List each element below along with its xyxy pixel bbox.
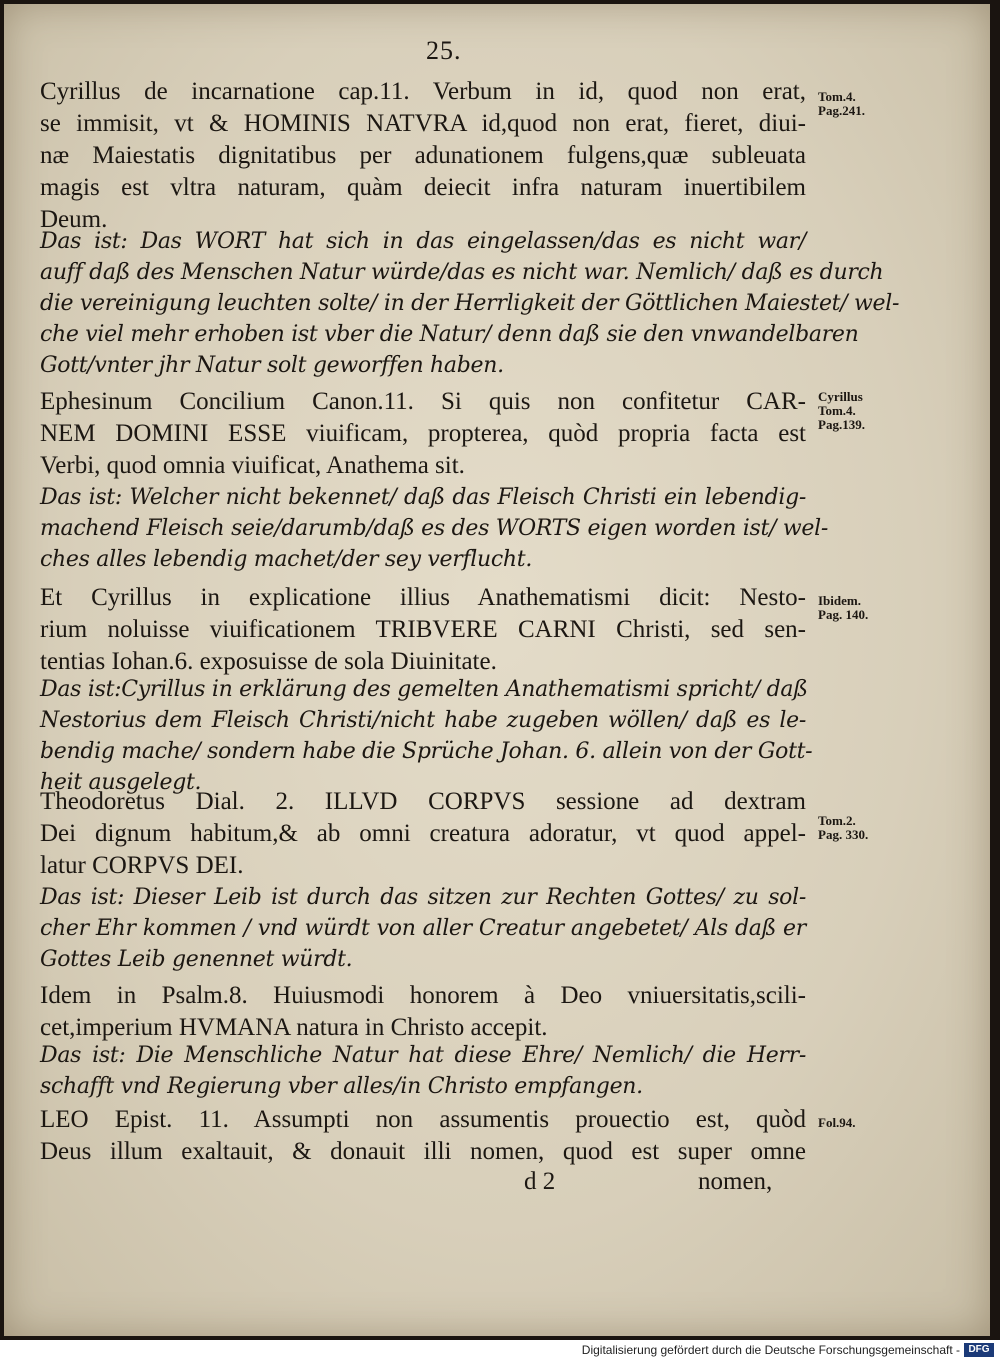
german-paragraph bbox=[40, 482, 828, 575]
text-line: Dei dignum habitum,& ab omni creatura adoratur, vt quod appel- bbox=[40, 820, 806, 847]
text-line: Theodoretus Dial. 2. ILLVD CORPVS sessione ad dextram bbox=[40, 788, 806, 815]
text-line: Gottes Leib genennet würdt. bbox=[40, 947, 353, 972]
text-line: machend Fleisch seie/darumb/daß es des WORTS eigen worden ist/ wel- bbox=[40, 516, 828, 541]
margin-note-line: Pag. 140. bbox=[818, 607, 869, 622]
margin-note bbox=[818, 90, 914, 118]
margin-note-line: Tom.4. bbox=[818, 89, 856, 104]
text-line: næ Maiestatis dignitatibus per adunationem fulgens,quæ subleuata bbox=[40, 142, 806, 169]
text-line: che viel mehr erhoben ist vber die Natur/ denn daß sie den vnwandelbaren bbox=[40, 322, 859, 347]
margin-note bbox=[818, 594, 914, 622]
text-line: tentias Iohan.6. exposuisse de sola Diuinitate. bbox=[40, 648, 497, 675]
latin-paragraph bbox=[40, 76, 806, 236]
text-line: bendig mache/ sondern habe die Sprüche Johan. 6. allein von der Gott- bbox=[40, 739, 813, 764]
page-number: 25. bbox=[426, 36, 462, 65]
text-line: rium noluisse viuificationem TRIBVERE CARNI Christi, sed sen- bbox=[40, 616, 806, 643]
text-line: Verbi, quod omnia viuificat, Anathema sit. bbox=[40, 452, 465, 479]
margin-note-line: Tom.4. bbox=[818, 403, 856, 418]
catchword: nomen, bbox=[698, 1168, 773, 1195]
latin-paragraph bbox=[40, 980, 806, 1044]
text-line: auff daß des Menschen Natur würde/das es nicht war. Nemlich/ daß es durch bbox=[40, 260, 884, 285]
text-line: Das ist:Cyrillus in erklärung des gemelten Anathematismi spricht/ daß bbox=[40, 677, 808, 702]
dfg-logo-icon: DFG bbox=[964, 1343, 994, 1357]
text-line: NEM DOMINI ESSE viuificam, propterea, quòd propria facta est bbox=[40, 420, 806, 447]
text-line: Das ist: Die Menschliche Natur hat diese Ehre/ Nemlich/ die Herr- bbox=[40, 1043, 806, 1068]
text-line: Das ist: Das WORT hat sich in das eingelassen/das es nicht war/ bbox=[40, 229, 806, 254]
text-line: cher Ehr kommen / vnd würdt von aller Creatur angebetet/ Als daß er bbox=[40, 916, 806, 941]
text-line: ches alles lebendig machet/der sey verflucht. bbox=[40, 547, 533, 572]
text-line: Et Cyrillus in explicatione illius Anathematismi dicit: Nesto- bbox=[40, 584, 806, 611]
margin-note-line: Pag.241. bbox=[818, 103, 865, 118]
german-paragraph bbox=[40, 1040, 806, 1102]
text-line: latur CORPVS DEI. bbox=[40, 852, 244, 879]
text-line: LEO Epist. 11. Assumpti non assumentis prouectio est, quòd bbox=[40, 1106, 806, 1133]
funding-notice: Digitalisierung gefördert durch die Deutsche Forschungsgemeinschaft - bbox=[581, 1343, 960, 1357]
margin-note-line: Pag.139. bbox=[818, 417, 865, 432]
book-page bbox=[4, 4, 990, 1336]
text-line: schafft vnd Regierung vber alles/in Christo empfangen. bbox=[40, 1074, 643, 1099]
text-line: Nestorius dem Fleisch Christi/nicht habe zugeben wöllen/ daß es le- bbox=[40, 708, 806, 733]
german-paragraph bbox=[40, 882, 806, 975]
latin-paragraph bbox=[40, 1104, 806, 1168]
latin-paragraph bbox=[40, 786, 806, 882]
footer-bar bbox=[0, 1340, 1000, 1361]
german-paragraph bbox=[40, 226, 900, 381]
text-line: magis est vltra naturam, quàm deiecit infra naturam inuertibilem bbox=[40, 174, 806, 201]
text-line: Cyrillus de incarnatione cap.11. Verbum in id, quod non erat, bbox=[40, 78, 806, 105]
text-line: Deus illum exaltauit, & donauit illi nomen, quod est super omne bbox=[40, 1138, 806, 1165]
margin-note bbox=[818, 390, 914, 432]
text-line: cet,imperium HVMANA natura in Christo accepit. bbox=[40, 1014, 548, 1041]
text-line: Gott/vnter jhr Natur solt geworffen haben. bbox=[40, 353, 504, 378]
margin-note-line: Cyrillus bbox=[818, 389, 863, 404]
margin-note bbox=[818, 1116, 914, 1130]
margin-note-line: Pag. 330. bbox=[818, 827, 869, 842]
latin-paragraph bbox=[40, 582, 806, 678]
text-line: se immisit, vt & HOMINIS NATVRA id,quod non erat, fieret, diui- bbox=[40, 110, 806, 137]
signature-mark: d 2 bbox=[524, 1168, 556, 1195]
german-paragraph bbox=[40, 674, 813, 798]
text-line: Das ist: Dieser Leib ist durch das sitzen zur Rechten Gottes/ zu sol- bbox=[40, 885, 806, 910]
margin-note-line: Ibidem. bbox=[818, 593, 861, 608]
margin-note-line: Fol.94. bbox=[818, 1115, 856, 1130]
text-line: Deum. bbox=[40, 206, 108, 233]
latin-paragraph bbox=[40, 386, 806, 482]
text-line: Idem in Psalm.8. Huiusmodi honorem à Deo vniuersitatis,scili- bbox=[40, 982, 806, 1009]
text-line: Das ist: Welcher nicht bekennet/ daß das Fleisch Christi ein lebendig- bbox=[40, 485, 806, 510]
margin-note bbox=[818, 814, 914, 842]
text-line: Ephesinum Concilium Canon.11. Si quis non confitetur CAR- bbox=[40, 388, 806, 415]
text-line: die vereinigung leuchten solte/ in der Herrligkeit der Göttlichen Maiestet/ wel- bbox=[40, 291, 900, 316]
margin-note-line: Tom.2. bbox=[818, 813, 856, 828]
text-line: heit ausgelegt. bbox=[40, 770, 202, 795]
